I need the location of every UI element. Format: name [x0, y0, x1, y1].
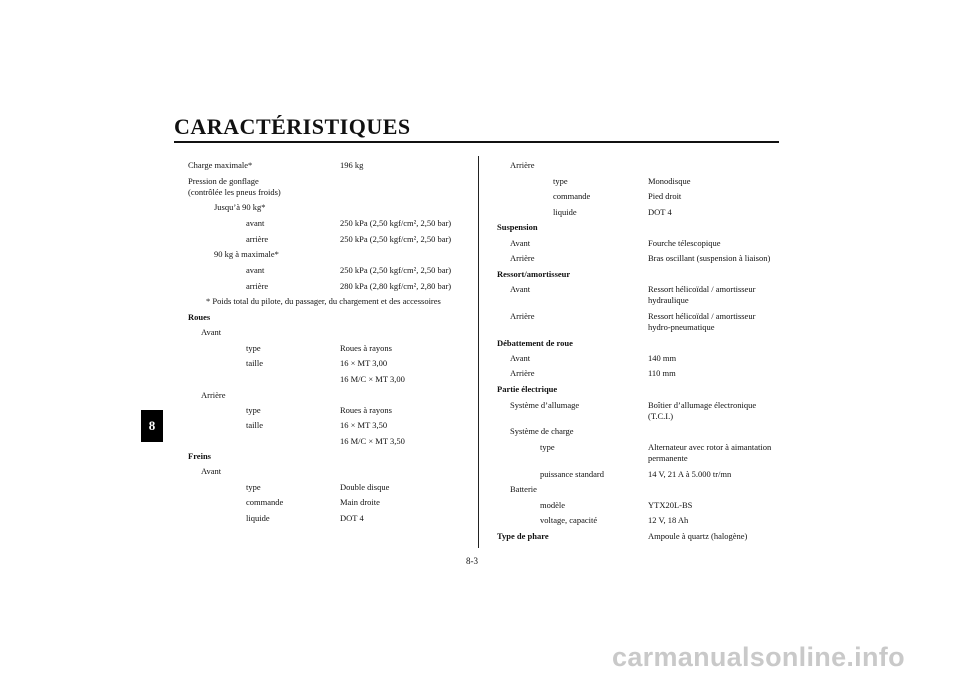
- spec-value: Pied droit: [648, 191, 682, 201]
- spec-value: 250 kPa (2,50 kgf/cm², 2,50 bar): [340, 234, 452, 244]
- spec-value: DOT 4: [648, 207, 672, 217]
- spec-label: Arrière: [510, 311, 535, 321]
- page-title: CARACTÉRISTIQUES: [174, 114, 411, 139]
- spec-label: liquide: [246, 513, 270, 523]
- spec-value: permanente: [648, 453, 688, 463]
- spec-label: Charge maximale*: [188, 160, 253, 170]
- spec-label: Système de charge: [510, 426, 574, 436]
- spec-label: Avant: [201, 466, 222, 476]
- spec-value: 250 kPa (2,50 kgf/cm², 2,50 bar): [340, 265, 452, 275]
- section-heading: Freins: [188, 451, 211, 461]
- spec-value: 110 mm: [648, 368, 676, 378]
- spec-value: Roues à rayons: [340, 343, 392, 353]
- watermark: carmanualsonline.info: [612, 642, 905, 672]
- spec-value: Alternateur avec rotor à aimantation: [648, 442, 772, 452]
- spec-value: 16 × MT 3,00: [340, 358, 388, 368]
- spec-label: voltage, capacité: [540, 515, 598, 525]
- section-tab: 8: [141, 410, 163, 442]
- spec-value: 196 kg: [340, 160, 364, 170]
- section-heading: Ressort/amortisseur: [497, 269, 571, 279]
- spec-label: modèle: [540, 500, 566, 510]
- spec-label: commande: [246, 497, 284, 507]
- spec-value: Main droite: [340, 497, 380, 507]
- spec-label: Système d’allumage: [510, 400, 580, 410]
- spec-value: hydraulique: [648, 295, 689, 305]
- spec-value: Ampoule à quartz (halogène): [648, 531, 748, 541]
- page-number: 8-3: [466, 556, 478, 566]
- spec-value: 14 V, 21 A à 5.000 tr/mn: [648, 469, 732, 479]
- spec-value: Ressort hélicoïdal / amortisseur: [648, 311, 756, 321]
- spec-label: Arrière: [510, 253, 535, 263]
- spec-label: Arrière: [201, 390, 226, 400]
- spec-value: YTX20L-BS: [648, 500, 693, 510]
- spec-label: Arrière: [510, 160, 535, 170]
- spec-label: Arrière: [510, 368, 535, 378]
- spec-label: Batterie: [510, 484, 537, 494]
- spec-label: 90 kg à maximale*: [214, 249, 279, 259]
- section-heading: Roues: [188, 312, 211, 322]
- spec-value: Roues à rayons: [340, 405, 392, 415]
- spec-label: (contrôlée les pneus froids): [188, 187, 281, 197]
- spec-value: 16 × MT 3,50: [340, 420, 388, 430]
- spec-label: type: [540, 442, 555, 452]
- spec-label: avant: [246, 265, 265, 275]
- spec-label: liquide: [553, 207, 577, 217]
- section-heading: Suspension: [497, 222, 538, 232]
- spec-label: avant: [246, 218, 265, 228]
- spec-value: hydro-pneumatique: [648, 322, 715, 332]
- spec-value: 140 mm: [648, 353, 677, 363]
- title-underline: [174, 141, 779, 143]
- spec-value: Boîtier d’allumage électronique: [648, 400, 757, 410]
- column-divider: [478, 156, 479, 548]
- spec-label: Avant: [201, 327, 222, 337]
- section-heading: Type de phare: [497, 531, 549, 541]
- spec-value: Bras oscillant (suspension à liaison): [648, 253, 771, 263]
- spec-label: puissance standard: [540, 469, 604, 479]
- spec-label: type: [246, 405, 261, 415]
- spec-label: type: [246, 343, 261, 353]
- spec-label: Avant: [510, 238, 531, 248]
- spec-value: 12 V, 18 Ah: [648, 515, 689, 525]
- spec-value: 16 M/C × MT 3,00: [340, 374, 405, 384]
- spec-label: Avant: [510, 284, 531, 294]
- spec-label: commande: [553, 191, 591, 201]
- section-heading: Partie électrique: [497, 384, 558, 394]
- spec-label: Avant: [510, 353, 531, 363]
- spec-value: 250 kPa (2,50 kgf/cm², 2,50 bar): [340, 218, 452, 228]
- spec-value: 280 kPa (2,80 kgf/cm², 2,80 bar): [340, 281, 452, 291]
- spec-label: Jusqu’à 90 kg*: [214, 202, 266, 212]
- spec-label: Pression de gonflage: [188, 176, 259, 186]
- spec-value: 16 M/C × MT 3,50: [340, 436, 405, 446]
- spec-label: arrière: [246, 234, 269, 244]
- spec-value: (T.C.I.): [648, 411, 674, 421]
- spec-label: type: [553, 176, 568, 186]
- spec-value: Double disque: [340, 482, 390, 492]
- spec-value: Fourche télescopique: [648, 238, 721, 248]
- section-heading: Débattement de roue: [497, 338, 573, 348]
- spec-label: taille: [246, 358, 263, 368]
- spec-value: Monodisque: [648, 176, 691, 186]
- spec-value: DOT 4: [340, 513, 364, 523]
- spec-label: type: [246, 482, 261, 492]
- footnote: * Poids total du pilote, du passager, du chargement et des accessoires: [206, 296, 441, 306]
- spec-value: Ressort hélicoïdal / amortisseur: [648, 284, 756, 294]
- spec-label: arrière: [246, 281, 269, 291]
- spec-label: taille: [246, 420, 263, 430]
